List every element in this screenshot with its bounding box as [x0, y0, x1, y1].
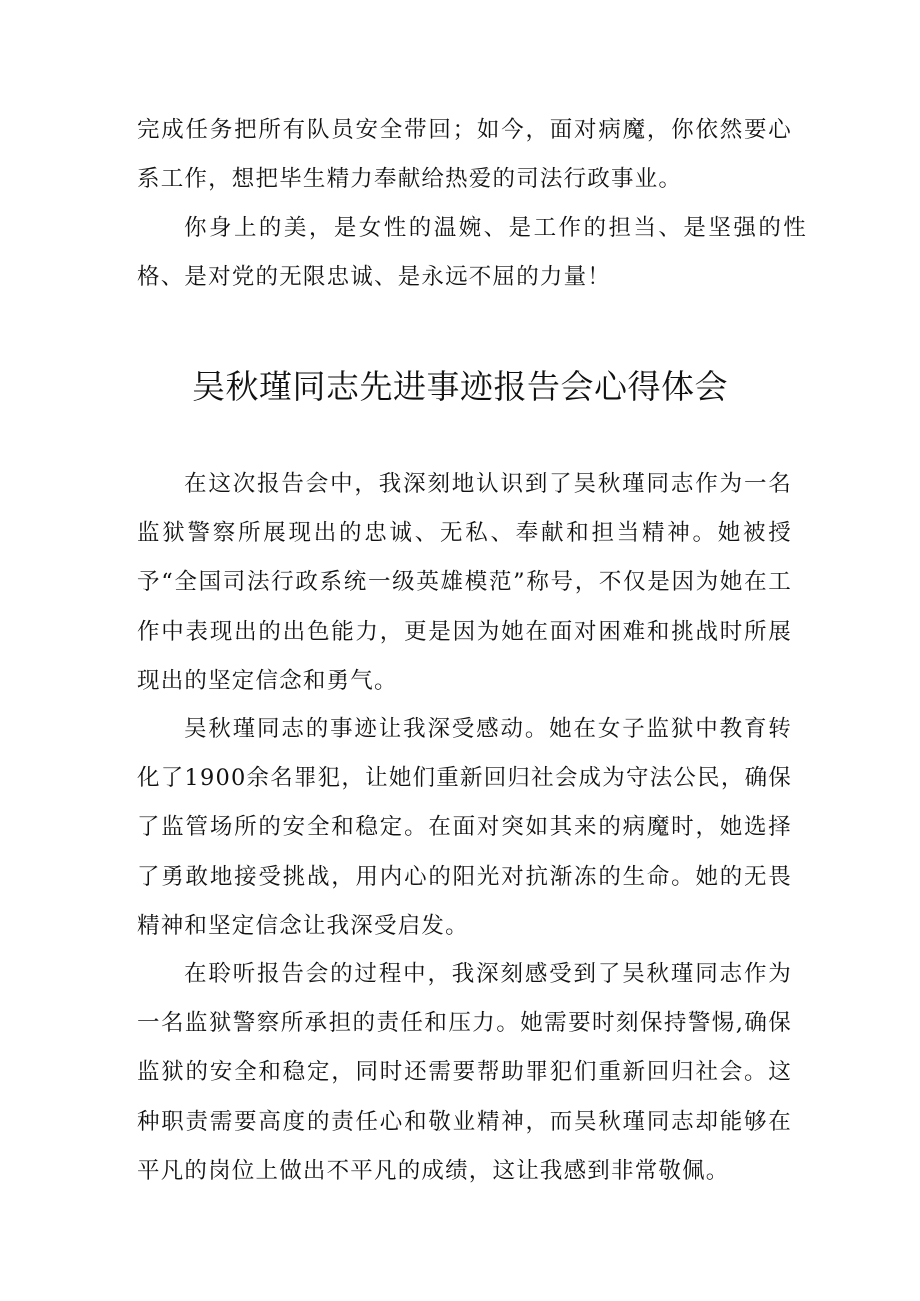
document-title: 吴秋瑾同志先进事迹报告会心得体会: [192, 367, 728, 406]
body-paragraph-1: 在这次报告会中，我深刻地认识到了吴秋瑾同志作为一名监狱警察所展现出的忠诚、无私、奉献和担当精神。她被授予“全国司法行政系统一级英雄模范”称号，不仅是因为她在工作中表现出的出色能力，更是因为她在面对困难和挑战时所展现出的坚定信念和勇气。: [137, 471, 792, 694]
beauty-paragraph: 你身上的美，是女性的温婉、是工作的担当、是坚强的性格、是对党的无限忠诚、是永远不屈的力量！: [137, 215, 807, 291]
continuation-paragraph: 完成任务把所有队员安全带回；如今，面对病魔，你依然要心系工作，想把毕生精力奉献给热爱的司法行政事业。: [137, 117, 792, 193]
body-paragraph-3: 在聆听报告会的过程中，我深刻感受到了吴秋瑾同志作为一名监狱警察所承担的责任和压力。她需要时刻保持警惕,确保监狱的安全和稳定，同时还需要帮助罪犯们重新回归社会。这种职责需要高度的责任心和敬业精神，而吴秋瑾同志却能够在平凡的岗位上做出不平凡的成绩，这让我感到非常敬佩。: [137, 961, 792, 1184]
body-paragraph-2: 吴秋瑾同志的事迹让我深受感动。她在女子监狱中教育转化了1900余名罪犯，让她们重新回归社会成为守法公民，确保了监管场所的安全和稳定。在面对突如其来的病魔时，她选择了勇敢地接受挑战，用内心的阳光对抗渐冻的生命。她的无畏精神和坚定信念让我深受启发。: [137, 716, 792, 939]
